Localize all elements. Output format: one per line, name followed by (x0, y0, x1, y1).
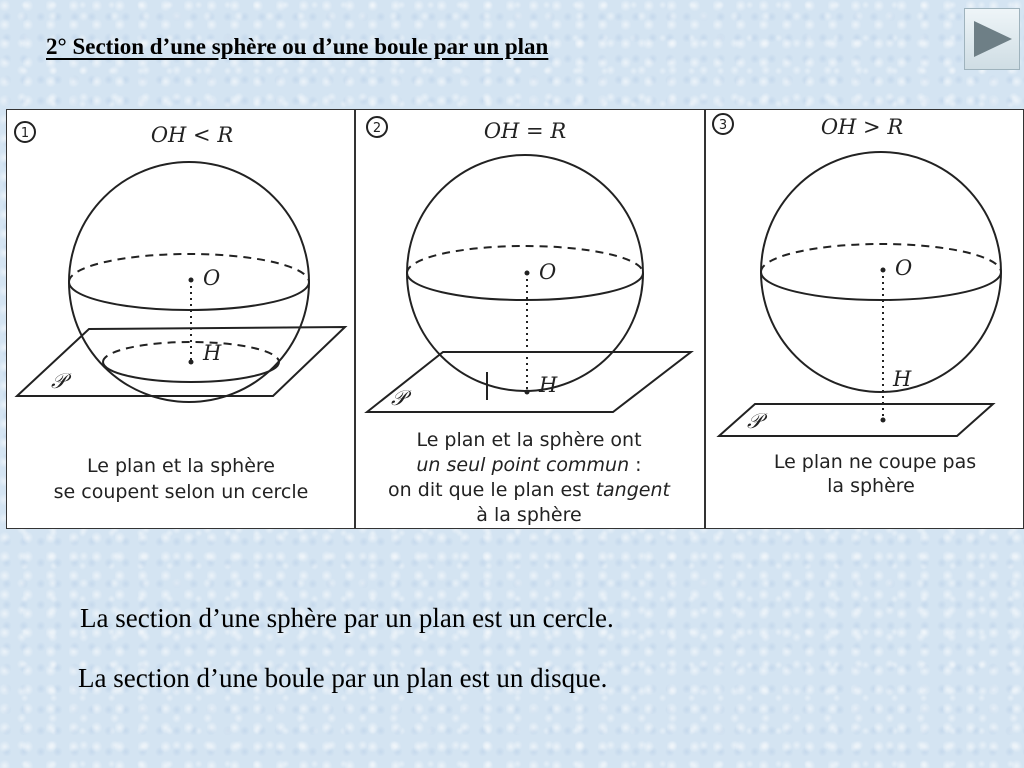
foot-point (881, 418, 886, 423)
panel-1 (15, 122, 345, 503)
panel-2 (367, 117, 691, 526)
label-plane: 𝒫 (51, 369, 67, 393)
panel-condition: OH < R (150, 123, 234, 147)
equator-visible (407, 273, 643, 300)
caption-text: on dit que le plan est (388, 479, 596, 501)
label-o: O (539, 260, 557, 284)
plane-p (367, 352, 691, 412)
panel-condition: OH = R (483, 119, 567, 143)
statement-sphere-section: La section d’une sphère par un plan est un cercle. (80, 603, 614, 633)
label-h: H (893, 367, 912, 391)
panel-caption: la sphère (827, 475, 915, 497)
panel-caption: Le plan et la sphère (87, 455, 275, 477)
panel-condition: OH > R (820, 115, 904, 139)
label-o: O (895, 256, 913, 280)
tangent-point (525, 390, 530, 395)
panel-caption: Le plan ne coupe pas (773, 451, 977, 473)
center-point (881, 268, 886, 273)
sphere-sections-figure (6, 109, 1024, 529)
play-triangle-icon (970, 19, 1014, 59)
page-title: 2° Section d’une sphère ou d’une boule par un plan (46, 34, 549, 59)
panel-caption: Le plan et la sphère ont (416, 429, 642, 451)
caption-emphasis: un seul point commun (416, 454, 630, 476)
equator-hidden (761, 244, 1001, 272)
panel-number: 3 (718, 118, 728, 133)
label-o: O (203, 266, 221, 290)
label-plane: 𝒫 (391, 386, 407, 410)
equator-hidden (69, 254, 309, 282)
panel-caption: se coupent selon un cercle (53, 481, 309, 503)
equator-hidden (407, 246, 643, 273)
section-circle-visible (103, 362, 279, 382)
center-point (189, 278, 194, 283)
panel-caption (388, 479, 671, 501)
equator-visible (761, 272, 1001, 300)
panel-number: 1 (20, 126, 30, 141)
foot-point (189, 360, 194, 365)
panel-caption: à la sphère (476, 504, 582, 526)
caption-text: : (629, 454, 642, 476)
equator-visible (69, 282, 309, 310)
caption-emphasis: tangent (595, 479, 670, 501)
center-point (525, 271, 530, 276)
label-h: H (539, 373, 558, 397)
label-plane: 𝒫 (747, 409, 763, 433)
panel-3 (713, 114, 1001, 497)
panel-number: 2 (372, 121, 382, 136)
panel-caption (416, 454, 641, 476)
label-h: H (203, 341, 222, 365)
sphere-outline (761, 152, 1001, 392)
statement-ball-section: La section d’une boule par un plan est un disque. (78, 663, 608, 693)
next-slide-button[interactable] (964, 8, 1020, 70)
